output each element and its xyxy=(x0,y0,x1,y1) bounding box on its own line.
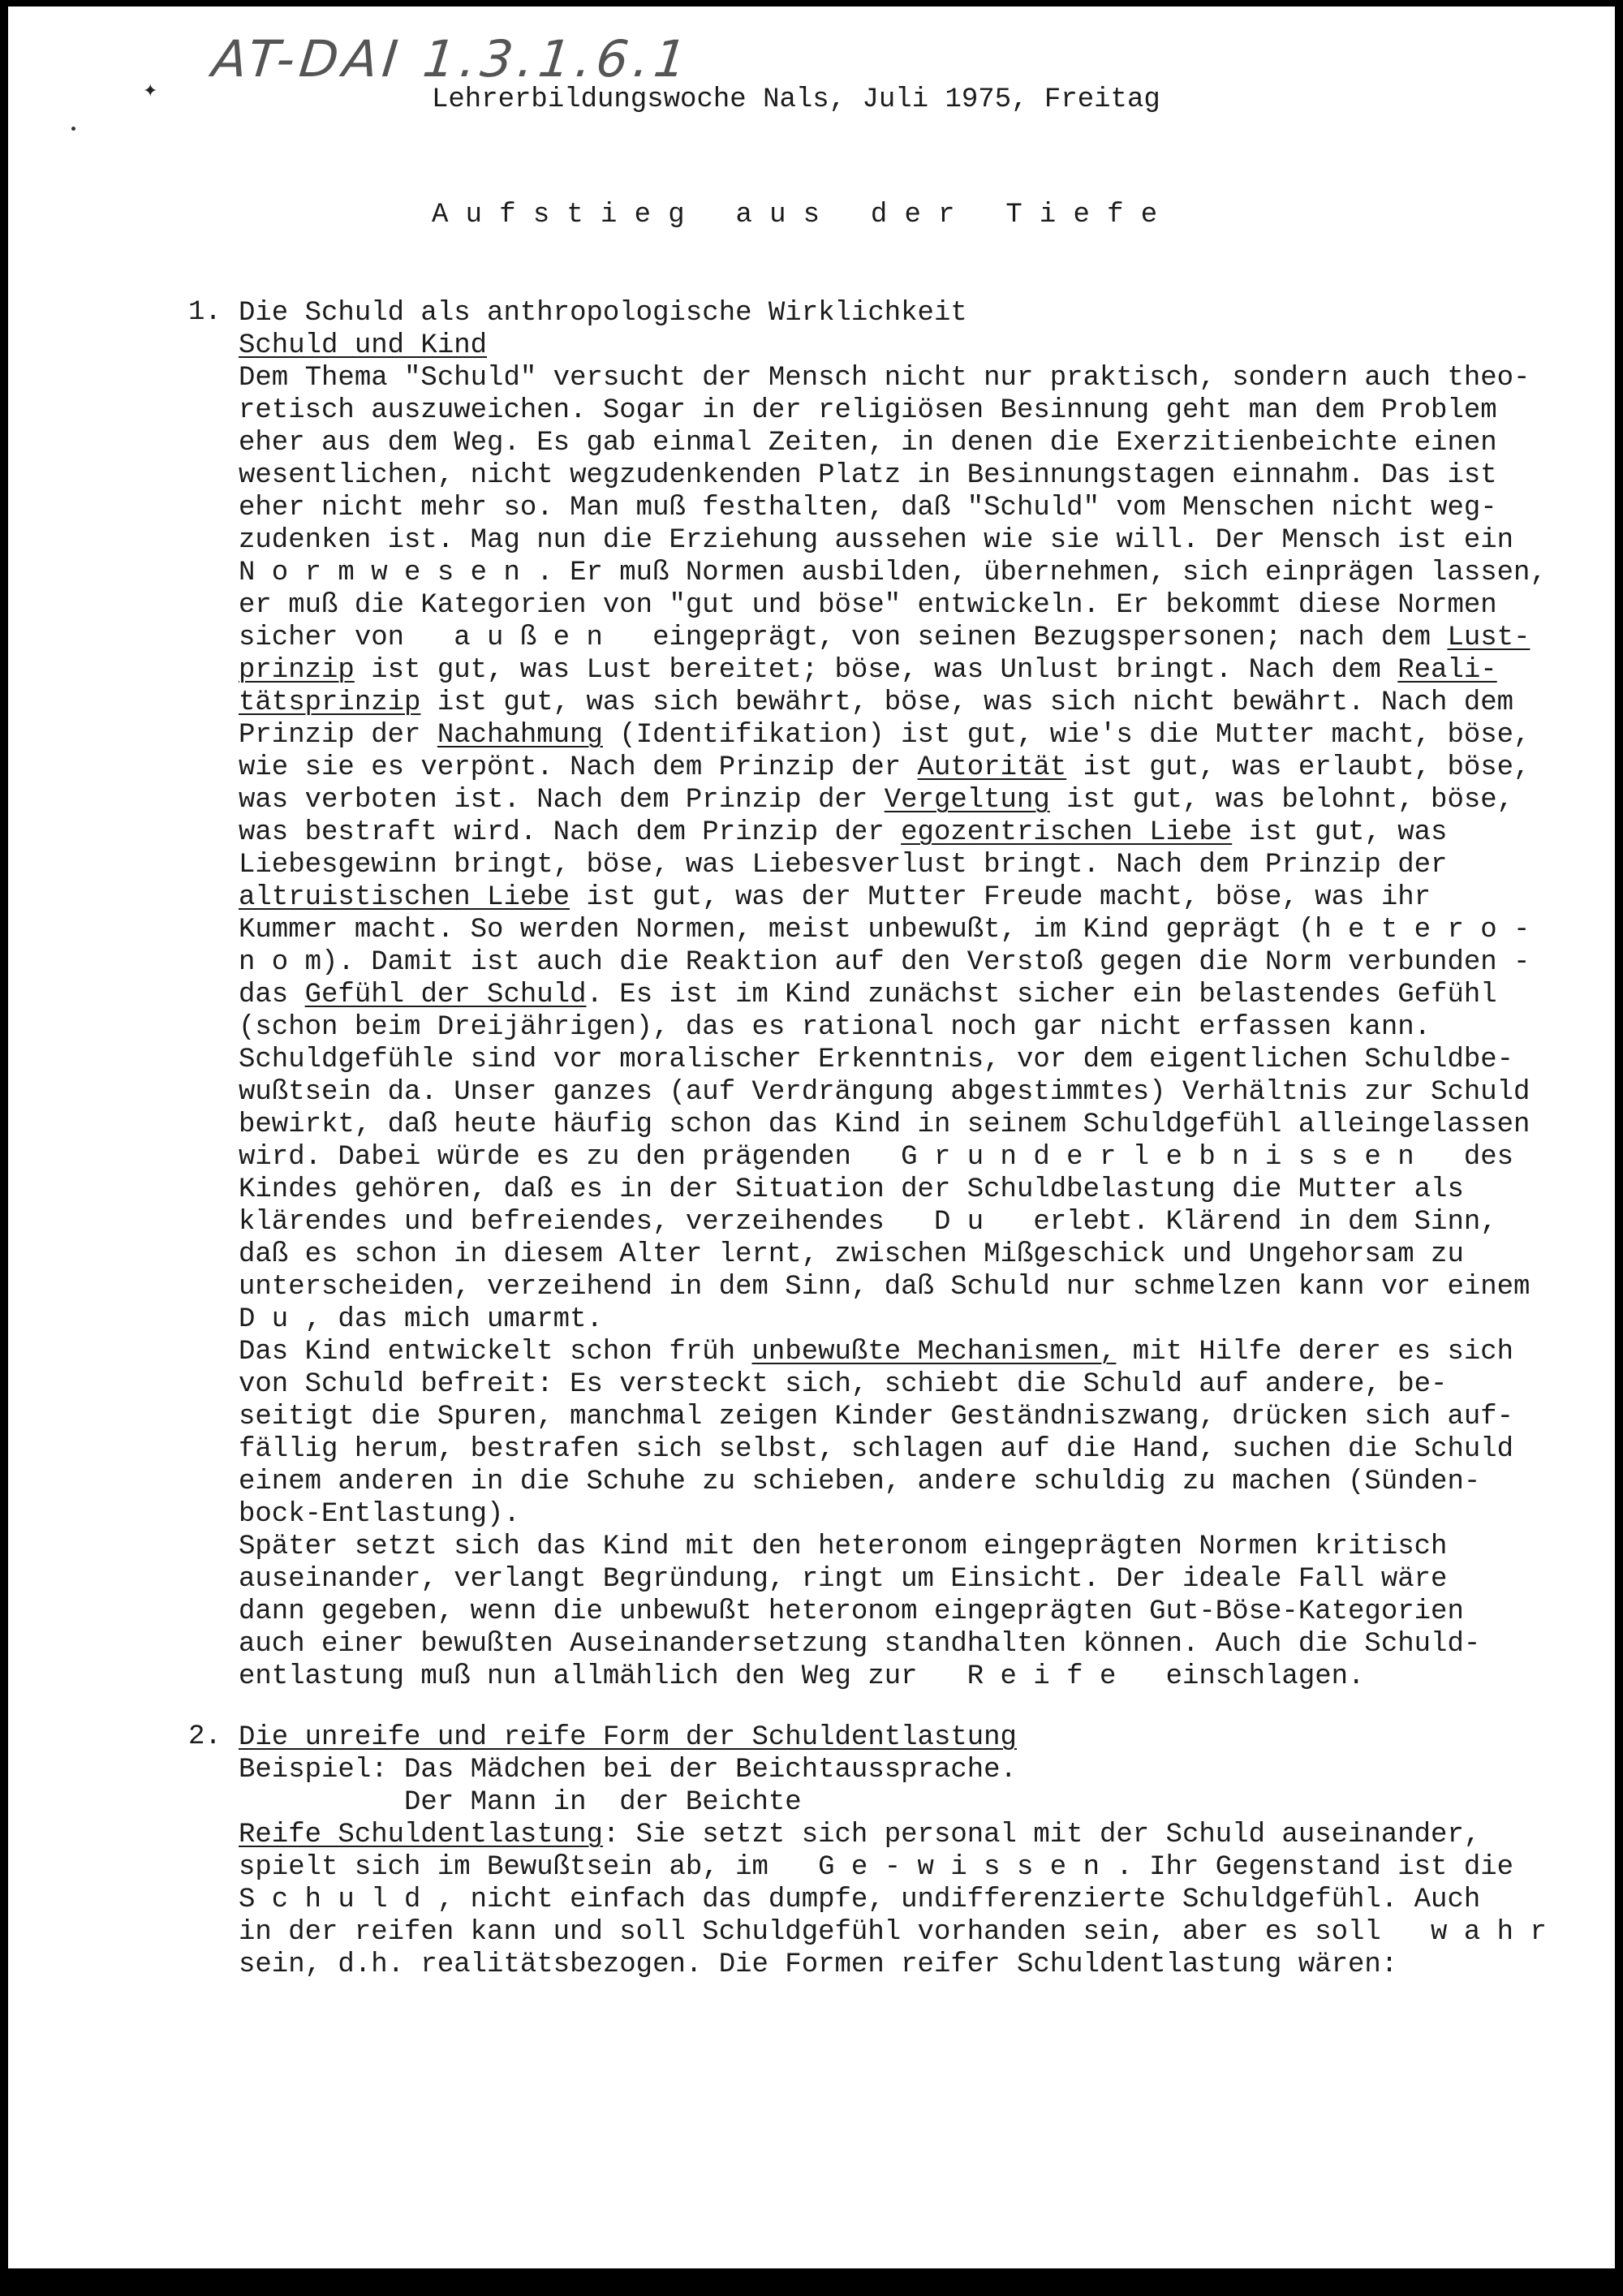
section-2-text xyxy=(239,1721,1602,1981)
text-line xyxy=(239,816,1602,849)
text-segment: retisch auszuweichen. Sogar in der religiösen Besinnung geht man dem Problem xyxy=(239,395,1497,426)
text-line xyxy=(239,1851,1602,1884)
text-line xyxy=(239,459,1602,492)
text-segment: Liebesgewinn bringt, böse, was Liebesverlust bringt. Nach dem Prinzip der xyxy=(239,850,1448,881)
text-segment: Später setzt sich das Kind mit den heteronom eingeprägten Normen kritisch xyxy=(239,1531,1448,1562)
text-line xyxy=(239,1498,1602,1531)
text-line xyxy=(239,330,1602,362)
text-line xyxy=(239,589,1602,622)
text-segment: Kindes gehören, daß es in der Situation der Schuldbelastung die Mutter als xyxy=(239,1174,1464,1205)
text-line xyxy=(239,557,1602,589)
text-segment: (Identifikation) ist gut, wie's die Mutter macht, böse, xyxy=(602,720,1530,751)
text-segment: wie sie es verpönt. Nach dem Prinzip der xyxy=(239,752,918,783)
underlined-term: Autorität xyxy=(917,752,1067,783)
text-segment: was verboten ist. Nach dem Prinzip der xyxy=(239,785,885,816)
text-segment: auseinander, verlangt Begründung, ringt um Einsicht. Der ideale Fall wäre xyxy=(239,1564,1448,1595)
text-line xyxy=(239,752,1602,784)
text-line xyxy=(239,362,1602,394)
text-segment: Beispiel: Das Mädchen bei der Beichtaussprache. xyxy=(239,1755,1017,1786)
text-segment: ist gut, was sich bewährt, böse, was sich nicht bewährt. Nach dem xyxy=(420,687,1514,718)
text-segment: n o m). Damit ist auch die Reaktion auf den Verstoß gegen die Norm verbunden - xyxy=(239,947,1530,978)
text-line xyxy=(239,1206,1602,1238)
text-segment: D u , das mich umarmt. xyxy=(239,1304,603,1335)
text-segment: zudenken ist. Mag nun die Erziehung aussehen wie sie will. Der Mensch ist ein xyxy=(239,525,1514,556)
text-segment: unterscheiden, verzeihend in dem Sinn, daß Schuld nur schmelzen kann vor einem xyxy=(239,1272,1530,1303)
text-line xyxy=(239,1401,1602,1433)
text-line xyxy=(239,1271,1602,1303)
text-line xyxy=(239,1044,1602,1076)
text-line xyxy=(239,492,1602,524)
text-line xyxy=(239,1238,1602,1271)
text-segment: was bestraft wird. Nach dem Prinzip der xyxy=(239,817,902,848)
text-segment: das xyxy=(239,980,305,1010)
text-segment: Das Kind entwickelt schon früh xyxy=(239,1337,752,1368)
text-line xyxy=(239,297,1602,330)
text-segment: ist gut, was der Mutter Freude macht, böse, was ihr xyxy=(570,882,1431,913)
text-line xyxy=(239,1916,1602,1949)
underlined-term: Lust- xyxy=(1447,622,1530,653)
text-segment: S c h u l d , nicht einfach das dumpfe, undifferenzierte Schuldgefühl. Auch xyxy=(239,1885,1481,1915)
text-segment: mit Hilfe derer es sich xyxy=(1116,1337,1514,1368)
text-line xyxy=(239,849,1602,881)
text-line xyxy=(239,1466,1602,1498)
text-segment: ist gut, was xyxy=(1232,817,1448,848)
text-line xyxy=(239,1109,1602,1141)
text-line xyxy=(239,1786,1602,1819)
document-title: A u f s t i e g a u s d e r T i e f e xyxy=(432,200,1158,230)
underlined-term: tätsprinzip xyxy=(239,687,421,718)
underlined-term: Die unreife und reife Form der Schuldentlastung xyxy=(239,1722,1017,1753)
text-segment: ist gut, was erlaubt, böse, xyxy=(1066,752,1530,783)
section-1-number: 1. xyxy=(188,297,222,328)
text-line xyxy=(239,1076,1602,1109)
text-line xyxy=(239,1011,1602,1044)
text-segment: bewirkt, daß heute häufig schon das Kind in seinem Schuldgefühl alleingelassen xyxy=(239,1109,1530,1140)
text-segment: wesentlichen, nicht wegzudenkenden Platz in Besinnungstagen einnahm. Das ist xyxy=(239,460,1497,491)
text-segment: spielt sich im Bewußtsein ab, im G e - w i s s e n . Ihr Gegenstand ist die xyxy=(239,1852,1514,1883)
text-segment: seitigt die Spuren, manchmal zeigen Kinder Geständniszwang, drücken sich auf- xyxy=(239,1402,1514,1432)
text-line xyxy=(239,687,1602,719)
text-line xyxy=(239,914,1602,946)
text-segment: eher nicht mehr so. Man muß festhalten, daß "Schuld" vom Menschen nicht weg- xyxy=(239,493,1497,523)
underlined-term: Vergeltung xyxy=(884,785,1050,816)
underlined-term: Reife Schuldentlastung xyxy=(239,1820,603,1850)
text-line xyxy=(239,1661,1602,1693)
text-segment: bock-Entlastung). xyxy=(239,1499,520,1530)
underlined-term: Gefühl der Schuld xyxy=(304,980,587,1010)
text-segment: wird. Dabei würde es zu den prägenden G r u n d e r l e b n i s s e n des xyxy=(239,1142,1514,1173)
text-segment: Kummer macht. So werden Normen, meist unbewußt, im Kind geprägt (h e t e r o - xyxy=(239,915,1530,946)
underlined-term: unbewußte Mechanismen, xyxy=(751,1337,1117,1368)
text-segment: eher aus dem Weg. Es gab einmal Zeiten, in denen die Exerzitienbeichte einen xyxy=(239,428,1497,459)
text-line xyxy=(239,1596,1602,1628)
text-segment: ist gut, was Lust bereitet; böse, was Unlust bringt. Nach dem xyxy=(354,655,1398,686)
underlined-term: Schuld und Kind xyxy=(239,330,488,361)
ink-mark: ✦ xyxy=(143,81,158,101)
text-segment: daß es schon in diesem Alter lernt, zwischen Mißgeschick und Ungehorsam zu xyxy=(239,1239,1464,1270)
text-segment: in der reifen kann und soll Schuldgefühl vorhanden sein, aber es soll w a h r xyxy=(239,1917,1547,1948)
text-line xyxy=(239,1819,1602,1851)
text-segment: N o r m w e s e n . Er muß Normen ausbilden, übernehmen, sich einprägen lassen, xyxy=(239,558,1547,588)
text-line xyxy=(239,979,1602,1011)
text-segment: sein, d.h. realitätsbezogen. Die Formen reifer Schuldentlastung wären: xyxy=(239,1949,1398,1980)
text-line xyxy=(239,524,1602,557)
text-segment: : Sie setzt sich personal mit der Schuld auseinander, xyxy=(602,1820,1481,1850)
text-line xyxy=(239,1303,1602,1336)
text-segment: ist gut, was belohnt, böse, xyxy=(1049,785,1514,816)
text-segment: einem anderen in die Schuhe zu schieben, andere schuldig zu machen (Sünden- xyxy=(239,1467,1481,1497)
text-segment: von Schuld befreit: Es versteckt sich, schiebt die Schuld auf andere, be- xyxy=(239,1369,1448,1400)
text-line xyxy=(239,719,1602,752)
text-line xyxy=(239,1563,1602,1596)
text-segment: sicher von a u ß e n eingeprägt, von seinen Bezugspersonen; nach dem xyxy=(239,622,1448,653)
text-segment: Dem Thema "Schuld" versucht der Mensch nicht nur praktisch, sondern auch theo- xyxy=(239,363,1530,394)
text-segment: entlastung muß nun allmählich den Weg zur R e i f e einschlagen. xyxy=(239,1661,1365,1692)
document-header: Lehrerbildungswoche Nals, Juli 1975, Freitag xyxy=(432,84,1160,115)
text-line xyxy=(239,946,1602,979)
text-segment: . Es ist im Kind zunächst sicher ein belastendes Gefühl xyxy=(586,980,1497,1010)
text-segment: dann gegeben, wenn die unbewußt heteronom eingeprägten Gut-Böse-Kategorien xyxy=(239,1596,1464,1627)
text-segment: wußtsein da. Unser ganzes (auf Verdrängung abgestimmtes) Verhältnis zur Schuld xyxy=(239,1077,1530,1108)
text-line xyxy=(239,1531,1602,1563)
text-segment: Die Schuld als anthropologische Wirklichkeit xyxy=(239,298,967,329)
text-line xyxy=(239,1628,1602,1661)
text-line xyxy=(239,881,1602,914)
text-segment: Schuldgefühle sind vor moralischer Erkenntnis, vor dem eigentlichen Schuldbe- xyxy=(239,1045,1514,1075)
text-line xyxy=(239,1336,1602,1368)
text-line xyxy=(239,394,1602,427)
ink-dot xyxy=(71,127,75,131)
underlined-term: Reali- xyxy=(1397,655,1497,686)
text-line xyxy=(239,1884,1602,1916)
text-line xyxy=(239,622,1602,654)
text-segment: Prinzip der xyxy=(239,720,437,751)
text-segment: klärendes und befreiendes, verzeihendes D u erlebt. Klärend in dem Sinn, xyxy=(239,1207,1497,1238)
underlined-term: altruistischen Liebe xyxy=(239,882,570,913)
text-line xyxy=(239,1368,1602,1401)
text-line xyxy=(239,1721,1602,1754)
underlined-term: prinzip xyxy=(239,655,355,686)
text-segment: er muß die Kategorien von "gut und böse" entwickeln. Er bekommt diese Normen xyxy=(239,590,1497,621)
text-line xyxy=(239,654,1602,687)
text-segment: (schon beim Dreijährigen), das es rational noch gar nicht erfassen kann. xyxy=(239,1012,1431,1043)
text-segment: auch einer bewußten Auseinandersetzung standhalten können. Auch die Schuld- xyxy=(239,1629,1481,1660)
section-2-number: 2. xyxy=(188,1721,222,1752)
handwritten-archive-signature: AT-DAI 1.3.1.6.1 xyxy=(209,29,695,88)
section-1-text xyxy=(239,297,1602,1693)
text-line xyxy=(239,1754,1602,1786)
underlined-term: Nachahmung xyxy=(437,720,603,751)
text-line xyxy=(239,1433,1602,1466)
text-segment: Der Mann in der Beichte xyxy=(239,1787,802,1818)
text-line xyxy=(239,427,1602,459)
text-line xyxy=(239,1141,1602,1174)
text-line xyxy=(239,1174,1602,1206)
text-segment: fällig herum, bestrafen sich selbst, schlagen auf die Hand, suchen die Schuld xyxy=(239,1434,1514,1465)
text-line xyxy=(239,784,1602,816)
text-line xyxy=(239,1949,1602,1981)
underlined-term: egozentrischen Liebe xyxy=(901,817,1233,848)
